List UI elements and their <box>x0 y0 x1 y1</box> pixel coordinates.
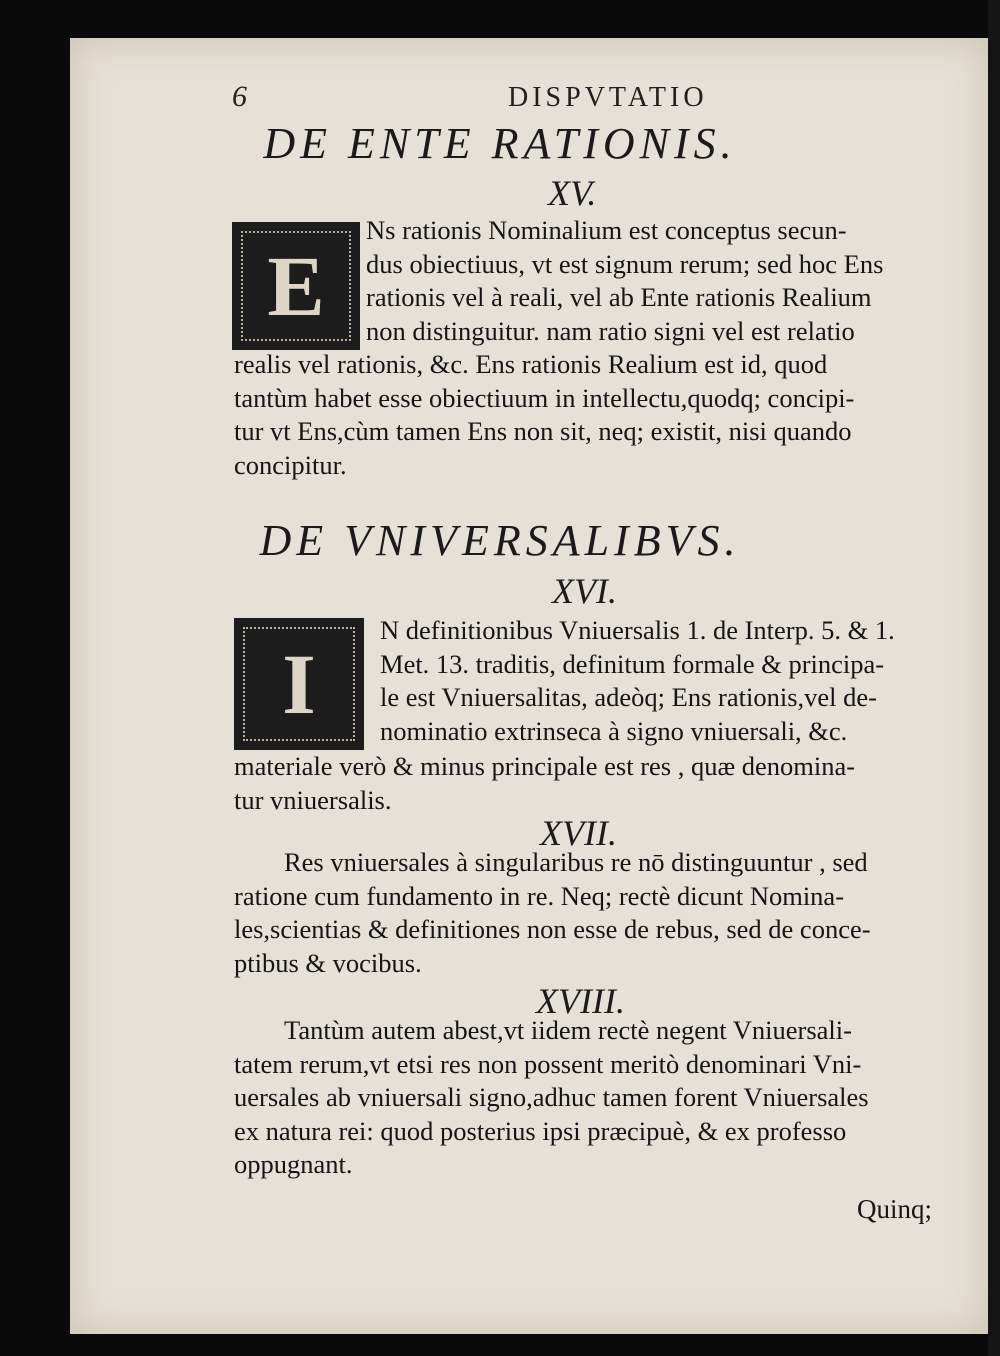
text-line: le est Vniuersalitas, adeòq; Ens rationis,vel de- <box>380 682 877 712</box>
decorated-initial-e: E <box>232 222 360 350</box>
paragraph-xvii <box>234 846 946 980</box>
text-line: nominatio extrinseca à signo vniuersali, &c. <box>380 715 848 746</box>
text-line: dus obiectiuus, vt est signum rerum; sed hoc Ens <box>366 248 884 279</box>
text-line: Res vniuersales à singularibus re nō distinguuntur , sed <box>284 847 868 877</box>
page-number: 6 <box>232 80 247 113</box>
text-line: tur vniuersalis. <box>234 784 392 815</box>
section-number-xvii: XVII. <box>540 813 617 853</box>
text-line: ratione cum fundamento in re. Neq; rectè dicunt Nomina- <box>234 880 845 911</box>
text-line: Met. 13. traditis, definitum formale & principa- <box>380 648 885 679</box>
section-number-xviii: XVIII. <box>536 981 625 1021</box>
text-line: realis vel rationis, &c. Ens rationis Realium est id, quod <box>234 349 828 379</box>
text-line: tur vt Ens,cùm tamen Ens non sit, neq; existit, nisi quando <box>234 416 852 446</box>
text-line: uersales ab vniuersali signo,adhuc tamen forent Vniuersales <box>234 1082 869 1112</box>
paragraph-xv-full <box>234 348 944 482</box>
paragraph-xv-indented <box>366 214 944 348</box>
text-line: oppugnant. <box>234 1149 353 1179</box>
text-line: materiale verò & minus principale est res , quæ denomina- <box>234 751 856 781</box>
text-line: ex natura rei: quod posterius ipsi præcipuè, & ex professo <box>234 1115 847 1146</box>
section-number-xvi: XVI. <box>552 571 617 611</box>
text-line: rationis vel à reali, vel ab Ente rationis Realium <box>366 282 872 312</box>
text-line: Tantùm autem abest,vt iidem rectè negent Vniuersali- <box>284 1015 852 1045</box>
text-line: les,scientias & definitiones non esse de rebus, sed de conce- <box>234 914 871 944</box>
decorated-initial-i: I <box>234 618 364 750</box>
catchword: Quinq; <box>857 1194 933 1224</box>
paragraph-xvi-indented <box>380 614 946 748</box>
text-line: non distinguitur. nam ratio signi vel est relatio <box>366 315 855 346</box>
text-line: ptibus & vocibus. <box>234 947 422 978</box>
text-line: concipitur. <box>234 449 347 480</box>
text-line: Ns rationis Nominalium est conceptus secun- <box>366 215 847 245</box>
section-title-de-vniversalibus: DE VNIVERSALIBVS. <box>259 516 741 565</box>
section-number-xv: XV. <box>548 173 597 213</box>
text-line: tatem rerum,vt etsi res non possent meritò denominari Vni- <box>234 1048 862 1079</box>
section-title-de-ente-rationis: DE ENTE RATIONIS. <box>263 119 737 168</box>
text-line: N definitionibus Vniuersalis 1. de Interp. 5. & 1. <box>380 615 895 645</box>
paragraph-xvi-full <box>234 750 946 817</box>
paragraph-xviii <box>234 1014 946 1182</box>
running-title: DISPVTATIO <box>508 82 708 113</box>
text-line: tantùm habet esse obiectiuum in intellectu,quodq; concipi- <box>234 382 855 413</box>
scan-edge <box>988 0 1000 1356</box>
